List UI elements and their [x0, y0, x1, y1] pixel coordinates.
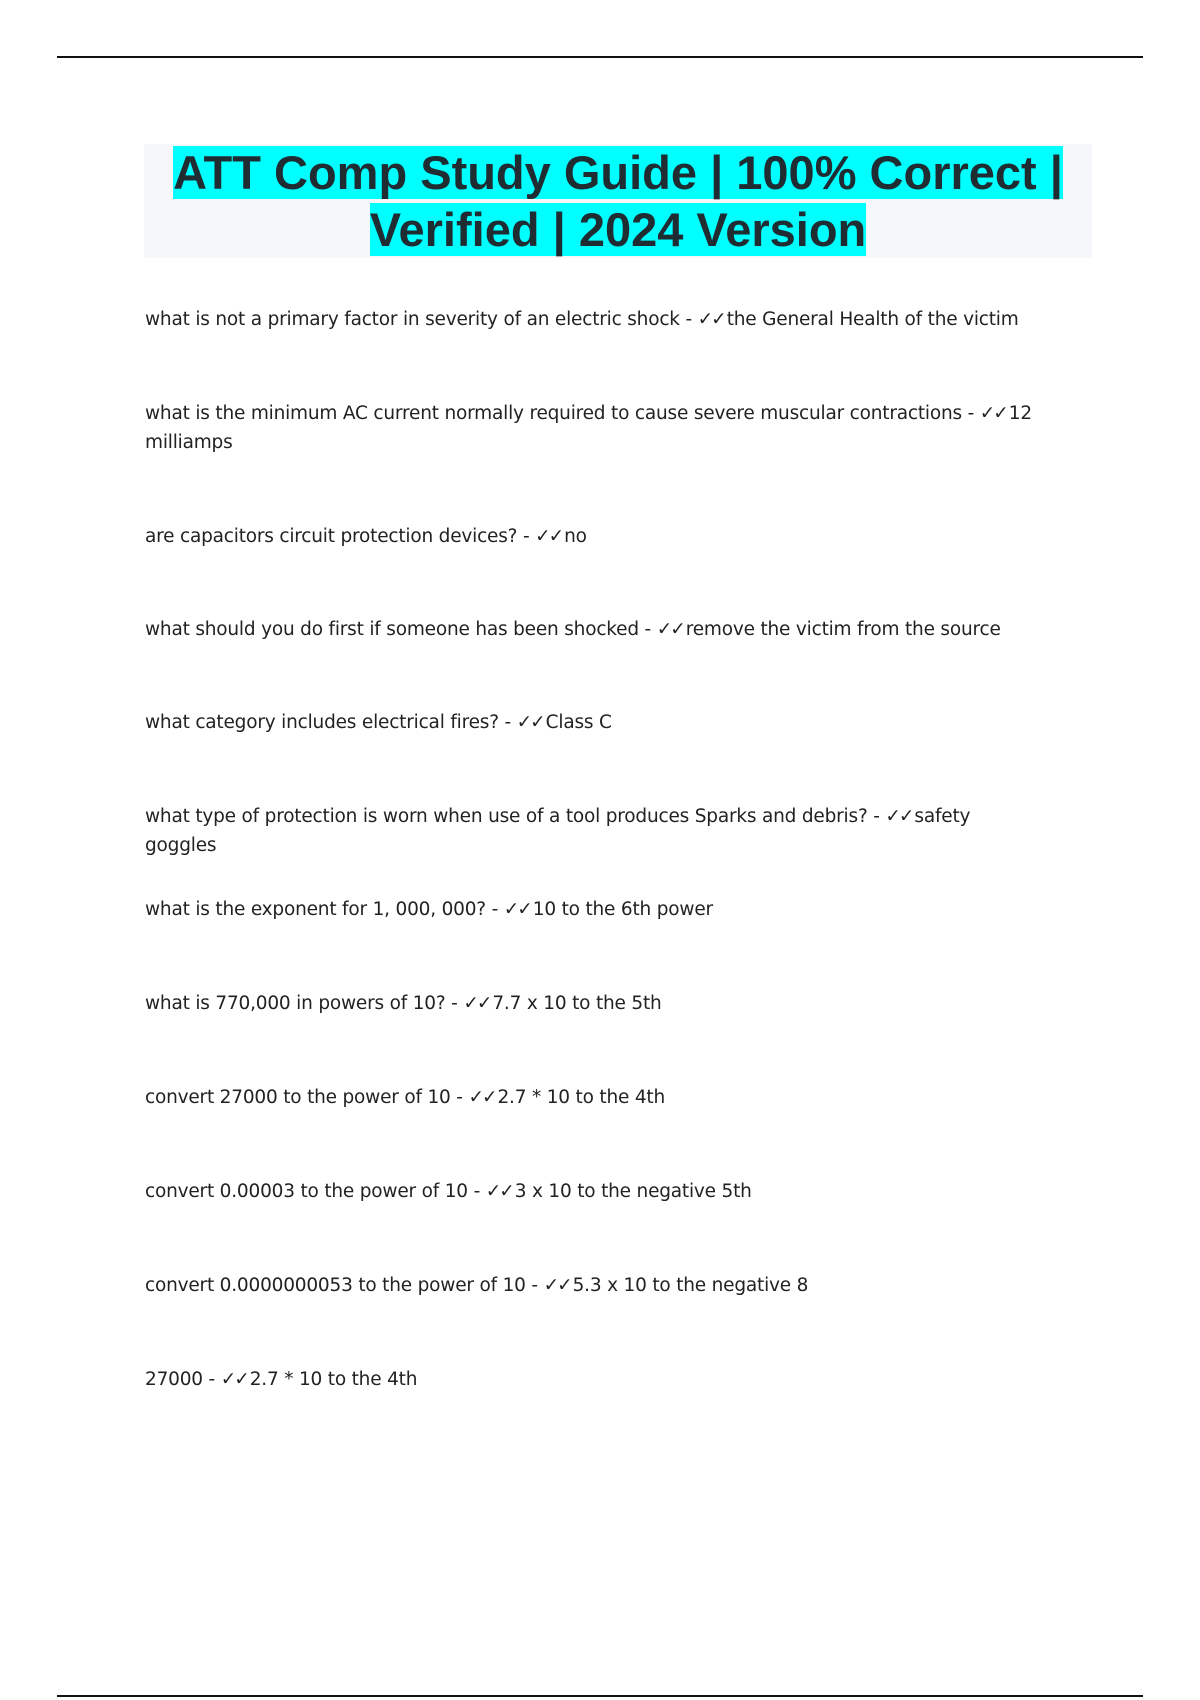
checkmark-icon: ✓✓	[503, 899, 531, 920]
separator: -	[638, 619, 657, 640]
qa-item	[145, 989, 1045, 1018]
checkmark-icon: ✓✓	[885, 806, 913, 827]
answer-text: Class C	[545, 712, 612, 733]
top-rule	[57, 56, 1143, 58]
answer-text: 2.7 * 10 to the 4th	[249, 1369, 418, 1390]
qa-item	[145, 802, 1045, 860]
question-text: what type of protection is worn when use of a tool produces Sparks and debris?	[145, 806, 868, 827]
qa-item	[145, 1083, 1045, 1112]
question-text: 27000	[145, 1369, 203, 1390]
separator: -	[467, 1181, 486, 1202]
separator: -	[961, 403, 980, 424]
checkmark-icon: ✓✓	[516, 712, 544, 733]
bottom-rule	[57, 1695, 1143, 1697]
answer-text: remove the victim from the source	[685, 619, 1001, 640]
question-text: what is the minimum AC current normally required to cause severe muscular contractions	[145, 403, 962, 424]
checkmark-icon: ✓✓	[485, 1181, 513, 1202]
separator: -	[445, 993, 464, 1014]
separator: -	[450, 1087, 469, 1108]
question-text: are capacitors circuit protection devices?	[145, 526, 518, 547]
qa-item	[145, 305, 1045, 334]
qa-item	[145, 1271, 1045, 1300]
separator: -	[498, 712, 517, 733]
answer-text: 10 to the 6th power	[532, 899, 713, 920]
title-block	[144, 144, 1092, 258]
question-text: convert 0.0000000053 to the power of 10	[145, 1275, 526, 1296]
checkmark-icon: ✓✓	[697, 309, 725, 330]
answer-text: 12 milliamps	[145, 403, 1032, 453]
checkmark-icon: ✓✓	[979, 403, 1007, 424]
separator: -	[525, 1275, 544, 1296]
separator: -	[202, 1369, 221, 1390]
qa-item	[145, 1177, 1045, 1206]
question-text: what should you do first if someone has been shocked	[145, 619, 639, 640]
question-text: convert 27000 to the power of 10	[145, 1087, 451, 1108]
answer-text: 5.3 x 10 to the negative 8	[572, 1275, 809, 1296]
checkmark-icon: ✓✓	[656, 619, 684, 640]
question-text: what category includes electrical fires?	[145, 712, 499, 733]
separator: -	[517, 526, 536, 547]
checkmark-icon: ✓✓	[220, 1369, 248, 1390]
answer-text: safety goggles	[145, 806, 971, 856]
separator: -	[867, 806, 886, 827]
question-text: what is the exponent for 1, 000, 000?	[145, 899, 486, 920]
qa-item	[145, 1365, 1045, 1394]
answer-text: the General Health of the victim	[726, 309, 1019, 330]
document-title: ATT Comp Study Guide | 100% Correct | Verified | 2024 Version	[173, 146, 1063, 256]
answer-text: no	[564, 526, 587, 547]
checkmark-icon: ✓✓	[543, 1275, 571, 1296]
qa-item	[145, 615, 1045, 644]
checkmark-icon: ✓✓	[463, 993, 491, 1014]
separator: -	[679, 309, 698, 330]
question-text: what is 770,000 in powers of 10?	[145, 993, 446, 1014]
qa-item	[145, 399, 1045, 457]
question-text: convert 0.00003 to the power of 10	[145, 1181, 468, 1202]
answer-text: 3 x 10 to the negative 5th	[514, 1181, 752, 1202]
separator: -	[485, 899, 504, 920]
qa-item	[145, 895, 1045, 924]
answer-text: 2.7 * 10 to the 4th	[497, 1087, 665, 1108]
question-text: what is not a primary factor in severity of an electric shock	[145, 309, 680, 330]
checkmark-icon: ✓✓	[468, 1087, 496, 1108]
qa-item	[145, 708, 1045, 737]
answer-text: 7.7 x 10 to the 5th	[492, 993, 662, 1014]
qa-item	[145, 522, 1045, 551]
checkmark-icon: ✓✓	[535, 526, 563, 547]
